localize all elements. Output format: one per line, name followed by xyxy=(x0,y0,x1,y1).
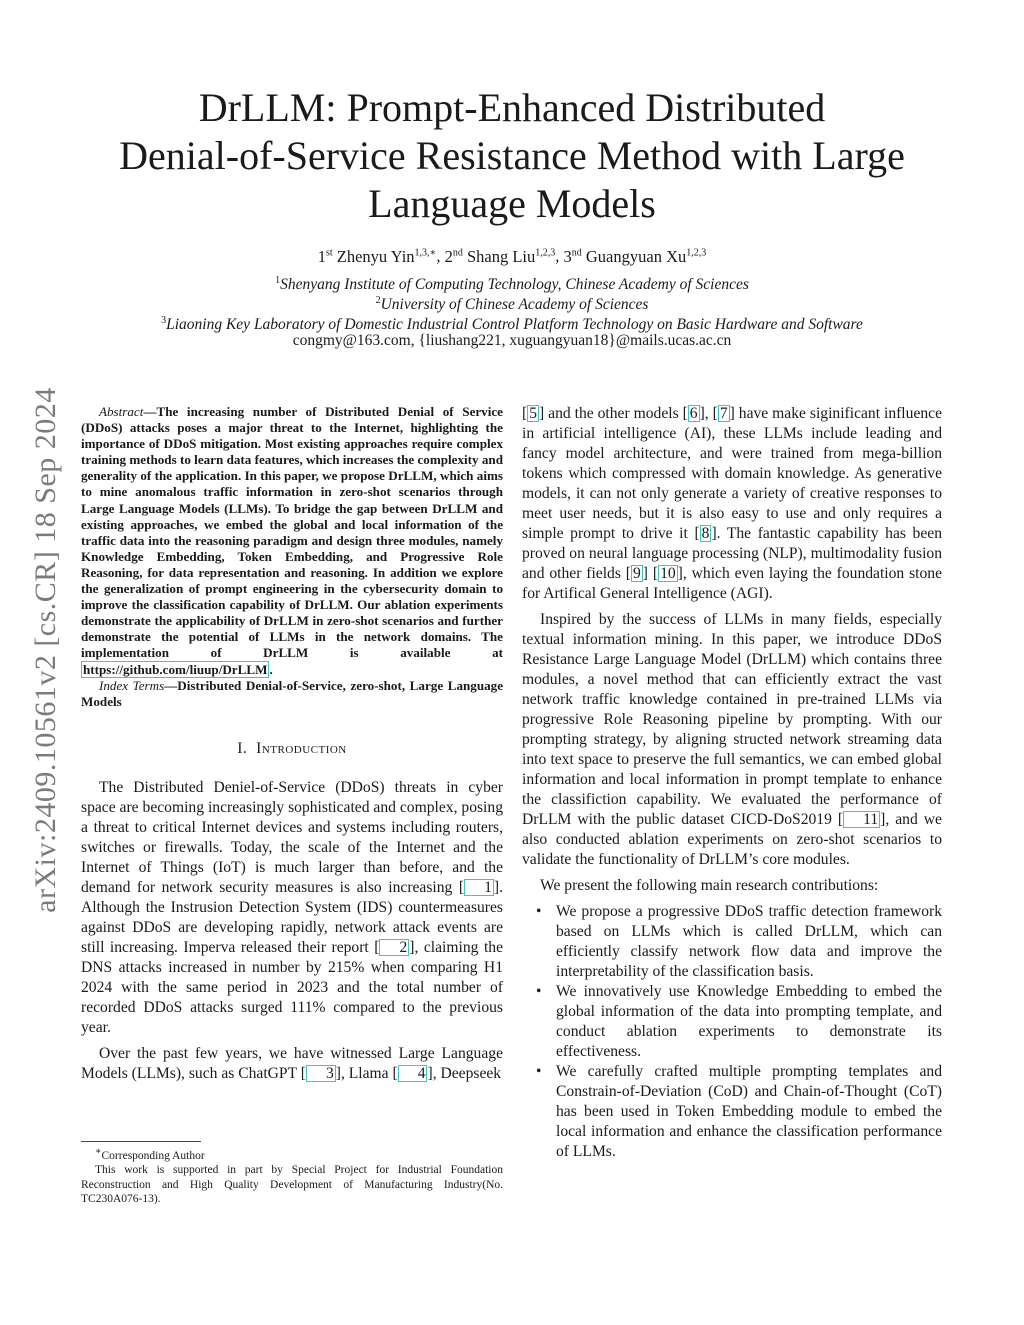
intro-paragraph-2: Over the past few years, we have witnessed Large Language Models (LLMs), such as ChatGPT [ 3 ], Llama [ 4 ], Deepseek xyxy=(81,1044,503,1082)
citation-link[interactable]: 8 xyxy=(701,525,710,542)
right-paragraph-3: We present the following main research contributions: xyxy=(540,877,879,894)
citation-link[interactable]: 11 xyxy=(843,811,880,828)
author-2: 2nd Shang Liu$^{1,2,3}$ xyxy=(444,246,556,266)
bullet-icon: • xyxy=(536,983,542,1000)
citation-link[interactable]: 4 xyxy=(398,1065,428,1082)
author-1: 1st Zhenyu Yin$^{1,3,∗}$ xyxy=(317,246,437,266)
citation-link[interactable]: 3 xyxy=(306,1065,336,1082)
arxiv-identifier: arXiv:2409.10561v2 [cs.CR] 18 Sep 2024 xyxy=(29,387,62,913)
footnote-corresponding: ∗Corresponding Author xyxy=(95,1146,205,1162)
right-column xyxy=(522,404,942,1162)
author-3: 3nd Guangyuan Xu$^{1,2,3}$ xyxy=(563,246,707,266)
list-item: • We innovatively use Knowledge Embedding to embed the global information of the data into prompting template, and conduct ablation experiments to demonstrate its effectiveness. xyxy=(536,983,942,1060)
list-item: • We carefully crafted multiple prompting templates and Constrain-of-Deviation (CoD) and Chain-of-Thought (CoT) has been used in Token Embedding module to embed the local information and enhance the classification performance of LLMs. xyxy=(536,1063,942,1160)
title-line-2: Denial-of-Service Resistance Method with Large xyxy=(119,133,905,178)
affiliation-2: $^2$University of Chinese Academy of Sciences xyxy=(375,295,649,314)
citation-link[interactable]: 7 xyxy=(719,405,728,422)
index-terms: Index Terms—Distributed Denial-of-Service, zero-shot, Large Language Models xyxy=(81,677,504,709)
author-list: 1st Zhenyu Yin$^{1,3,∗}$, 2nd Shang Liu$^{1,2,3}$, 3nd Guangyuan Xu$^{1,2,3}$ xyxy=(317,246,707,266)
title-line-3: Language Models xyxy=(368,181,656,226)
index-terms-label: Index Terms xyxy=(99,677,165,693)
contributions-list xyxy=(522,902,942,1162)
intro-paragraph-1: The Distributed Deniel-of-Service (DDoS) threats in cyber space are becoming increasingly sophisticated and complex, posing a threat to critical Internet devices and systems including routers, switches or firewalls. Today, the scale of the Internet and the Internet of Things (IoT) is much larger than before, and the demand for network security measures is also increasing [ 1 ]. Although the Instrusion Detection System (IDS) countermeasures against DDoS are developing rapidly, network attack events are still increasing. Imperva released their report [ 2 ], claiming the DNS attacks increased in number by 215% when comparing H1 2024 with the same period in 2023 and the total number of recorded DDoS attacks surged 111% compared to the previous year. xyxy=(81,778,503,1036)
left-column xyxy=(81,404,503,1084)
paper-title xyxy=(80,84,944,228)
citation-link[interactable]: 9 xyxy=(633,565,641,582)
citation-link[interactable]: 2 xyxy=(379,939,409,956)
author-emails: congmy@163.com, {liushang221, xuguangyuan18}@mails.ucas.ac.cn xyxy=(292,332,732,349)
affiliation-3: $^3$Liaoning Key Laboratory of Domestic Industrial Control Platform Technology on Basic Hardware and Software xyxy=(161,315,863,334)
right-paragraph-1: [ 5 ] and the other models [ 6 ], [ 7 ] have make siginificant influence in artificial intelligence (AI), these LLMs include leading and fancy model architecture, and were trained from mega-billion tokens which compressed with domain knowledge. As generative models, it can not only generate a variety of creative responses to meet user needs, but it is also easy to use and only requires a simple prompt to drive it [ 8 ]. The fantastic capability has been proved on neural language processing (NLP), multimodality fusion and other fields [ 9 ] [ 10 ], which even laying the foundation stone for Artifical General Intelligence (AGI). xyxy=(522,405,942,602)
citation-link[interactable]: 6 xyxy=(689,405,698,422)
citation-link[interactable]: 10 xyxy=(660,565,676,582)
citation-link[interactable]: 1 xyxy=(464,879,494,896)
citation-link[interactable]: 5 xyxy=(529,405,537,422)
abstract-label: Abstract xyxy=(99,404,144,419)
abstract: Abstract—The increasing number of Distributed Denial of Service (DDoS) attacks poses a major threat to the Internet, highlighting the importance of DDoS mitigation. Most existing approaches require complex training methods to learn data features, which increases the complexity and generality of the application. In this paper, we propose DrLLM, which aims to mine anomalous traffic information in zero-shot scenarios through Large Language Models (LLMs). To bridge the gap between DrLLM and existing approaches, we embed the global and local information of the traffic data into the reasoning paradigm and design three modules, namely Knowledge Embedding, Token Embedding, and Progressive Role Reasoning, for data representation and reasoning. In addition we explore the generalization of prompt engineering in the cybersecurity domain to improve the classification capability of DrLLM. Our ablation experiments demonstrate the applicability of DrLLM in zero-shot scenarios and further demonstrate the potential of LLMs in the network domains. The implementation of DrLLM is available at https://github.com/liuup/DrLLM . xyxy=(81,404,503,677)
arxiv-sidebar xyxy=(28,360,64,940)
github-link[interactable]: https://github.com/liuup/DrLLM xyxy=(83,661,268,677)
footnote-support: This work is supported in part by Special Project for Industrial Foundation Reconstruction and High Quality Development of Manufacturing Industry(No. TC230A076-13). xyxy=(81,1164,503,1206)
bullet-icon: • xyxy=(536,903,542,920)
right-paragraph-2: Inspired by the success of LLMs in many fields, especially textual information mining. In this paper, we introduce DDoS Resistance Large Language Model (DrLLM) which contains three modules, a novel method that can efficiently extract the vast network traffic knowledge contained in pre-trained LLMs via progressive Role Reasoning pipeline by prompting. With our prompting strategy, by aligning structed network streaming data into text space to preserve the full semantics, we can embed global information and local information in prompt template to enhance the classifiction capability. We evaluated the performance of DrLLM with the public dataset CICD-DoS2019 [ 11 ], and we also conducted ablation experiments on zero-shot scenarios to validate the functionality of DrLLM’s core modules. xyxy=(522,611,942,868)
section-heading-introduction: I. Introduction xyxy=(237,739,347,757)
affiliation-1: $^1$Shenyang Institute of Computing Technology, Chinese Academy of Sciences xyxy=(275,275,749,294)
title-line-1: DrLLM: Prompt-Enhanced Distributed xyxy=(198,85,826,130)
list-item: • We propose a progressive DDoS traffic detection framework based on LLMs which is called DrLLM, which can efficiently classify network flow data and improve the interpretability of the classification basis. xyxy=(536,903,942,980)
bullet-icon: • xyxy=(536,1063,542,1080)
footnote xyxy=(81,1141,503,1207)
footnote-rule xyxy=(81,1141,201,1142)
